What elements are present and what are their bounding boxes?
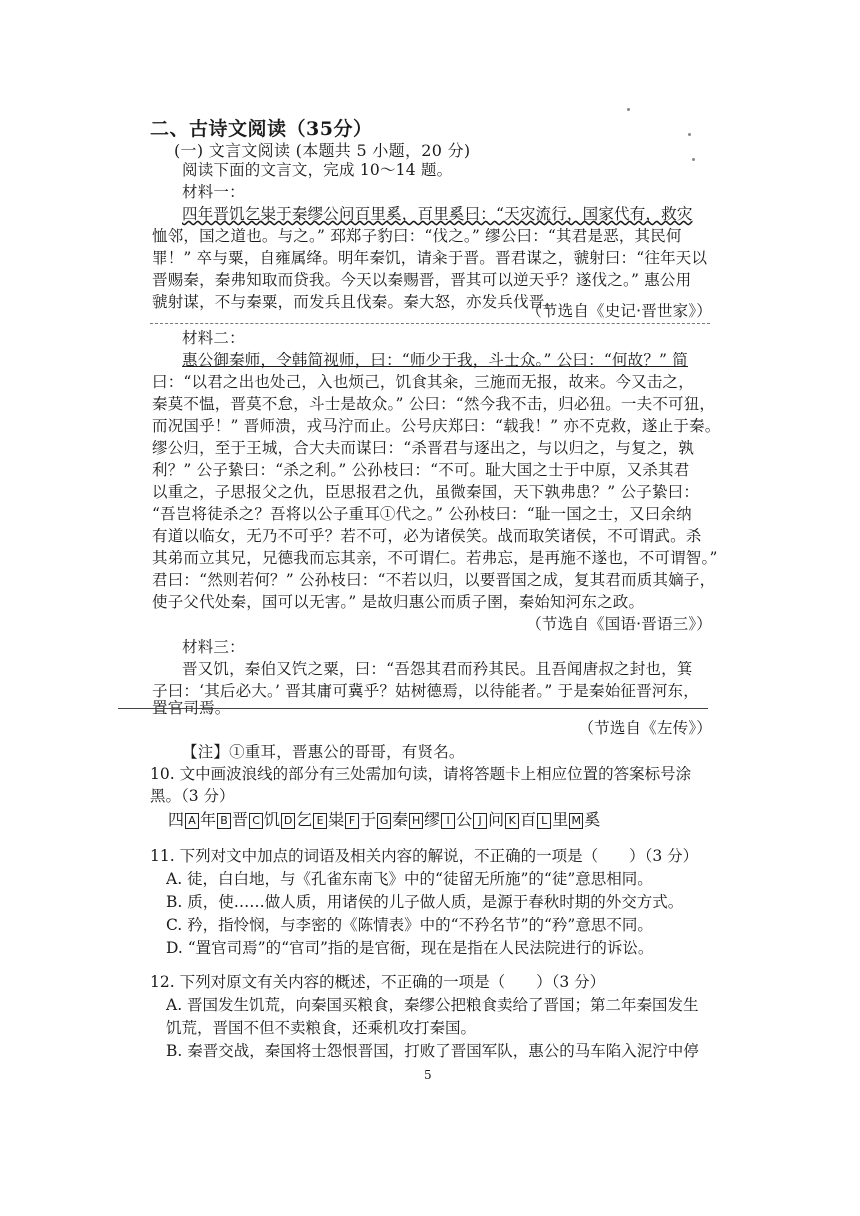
- sequence-char: 秦: [392, 810, 409, 829]
- material-2-line-10: 其弟而立其兄，兄德我而忘其亲，不可谓仁。若弗忘，是再施不遂也，不可谓智。”: [152, 549, 718, 567]
- material-2-line-3: 秦莫不愠，晋莫不怠，斗士是故众。” 公曰：“然今我不击，归必狃。一夫不可狃，: [152, 395, 716, 413]
- sequence-char: 缪: [424, 810, 441, 829]
- question-11-stem: 11. 下列对文中加点的词语及相关内容的解说，不正确的一项是（ ）（3 分）: [150, 847, 699, 865]
- material-2-line-4: 而况国乎！” 晋师溃，戎马泞而止。公号庆郑曰：“载我！” 亦不克救，遂止于秦。: [152, 417, 721, 435]
- page-number: 5: [424, 1068, 432, 1082]
- material-3-label: 材料三：: [182, 638, 245, 656]
- divider: [150, 323, 710, 324]
- scan-speck: [688, 133, 691, 136]
- material-2-line-7: 以重之，子思报父之仇，臣思报君之仇，虽微秦国，天下孰弗患？” 公子絷曰：: [152, 483, 700, 501]
- sequence-char: 奚: [584, 810, 601, 829]
- answer-box-i[interactable]: I: [441, 813, 455, 829]
- material-2-line-6: 利？” 公子絷曰：“杀之利。” 公孙枝曰：“不可。耻大国之士于中原，又杀其君: [152, 461, 690, 479]
- question-11-option-a[interactable]: A. 徒，白白地，与《孔雀东南飞》中的“徒留无所施”的“徒”意思相同。: [166, 870, 653, 888]
- answer-box-m[interactable]: M: [569, 813, 583, 829]
- material-3-line-2: 子曰：‘其后必大。’ 晋其庸可冀乎？姑树德焉，以待能者。” 于是秦始征晋河东，: [152, 682, 699, 700]
- scan-speck: [692, 158, 695, 161]
- material-2-line-8: “吾岂将徒杀之？吾将以公子重耳①代之。” 公孙枝曰：“耻一国之士，又曰余纳: [152, 505, 692, 523]
- sequence-char: 四: [168, 810, 185, 829]
- material-1-line-5: 虢射谋，不与秦粟，而发兵且伐秦。秦大怒，亦发兵伐晋。: [152, 293, 561, 311]
- question-11-option-b[interactable]: B. 质，使……做人质，用诸侯的儿子做人质，是源于春秋时期的外交方式。: [166, 893, 684, 911]
- sequence-char: 粜: [328, 810, 345, 829]
- material-1-line-3: 罪！” 卒与粟，自雍属绛。明年秦饥，请籴于晋。晋君谋之，虢射曰：“往年天以: [152, 249, 708, 267]
- question-11-option-d[interactable]: D. “置官司焉”的“官司”指的是官衙，现在是指在人民法院进行的诉讼。: [166, 939, 654, 957]
- material-2-line-12: 使子父代处秦，国可以无害。” 是故归惠公而质子圉，秦始知河东之政。: [152, 593, 645, 611]
- question-12-option-a[interactable]: A. 晋国发生饥荒，向秦国买粮食，秦缪公把粮食卖给了晋国；第二年秦国发生: [166, 996, 699, 1014]
- sequence-char: 百: [520, 810, 537, 829]
- sequence-char: 公: [456, 810, 473, 829]
- answer-box-l[interactable]: L: [537, 813, 551, 829]
- sequence-char: 问: [488, 810, 505, 829]
- answer-box-k[interactable]: K: [505, 813, 519, 829]
- answer-box-g[interactable]: G: [377, 813, 391, 829]
- answer-box-a[interactable]: A: [185, 813, 199, 829]
- annotation-note: 【注】①重耳，晋惠公的哥哥，有贤名。: [182, 743, 465, 761]
- answer-box-d[interactable]: D: [281, 813, 295, 829]
- sequence-char: 乞: [296, 810, 313, 829]
- question-12-option-b[interactable]: B. 秦晋交战，秦国将士怨恨晋国，打败了晋国军队，惠公的马车陷入泥泞中停: [166, 1042, 699, 1060]
- answer-box-j[interactable]: J: [473, 813, 487, 829]
- material-1-line-2: 恤邻，国之道也。与之。” 邳郑子豹曰：“伐之。” 缪公曰：“其君是恶，其民何: [152, 227, 682, 245]
- answer-box-f[interactable]: F: [345, 813, 359, 829]
- cut-line: [118, 708, 708, 709]
- section-title: 二、古诗文阅读（35分）: [150, 118, 373, 140]
- sequence-char: 里: [552, 810, 569, 829]
- answer-box-c[interactable]: C: [249, 813, 263, 829]
- material-3-line-3: 置官司焉。: [152, 699, 231, 717]
- scan-speck: [627, 108, 630, 111]
- material-1-line-1: 四年晋饥乞粜于秦缪公问百里奚，百里奚曰：“天灾流行，国家代有，救灾: [182, 205, 693, 223]
- sequence-char: 于: [360, 810, 377, 829]
- material-2-line-5: 缪公归，至于王城，合大夫而谋曰：“杀晋君与逐出之，与以归之，与复之，孰: [152, 439, 694, 457]
- answer-box-e[interactable]: E: [313, 813, 327, 829]
- sub-title: (一) 文言文阅读 (本题共 5 小题，20 分): [174, 141, 471, 160]
- material-1-line-4: 晋赐秦，秦弗知取而贷我。今天以秦赐晋，晋其可以逆天乎？遂伐之。” 惠公用: [152, 271, 692, 289]
- material-3-line-1: 晋又饥，秦伯又饩之粟，曰：“吾怨其君而矜其民。且吾闻唐叔之封也，箕: [182, 660, 693, 678]
- question-12-stem: 12. 下列对原文有关内容的概述，不正确的一项是（ ）（3 分）: [150, 973, 606, 991]
- material-1-label: 材料一：: [182, 183, 245, 201]
- material-2-line-1: 惠公御秦师，令韩简视师，曰：“师少于我，斗士众。” 公曰：“何故？” 简: [182, 351, 689, 369]
- question-11-option-c[interactable]: C. 矜，指怜悯，与李密的《陈情表》中的“不矜名节”的“矜”意思不同。: [166, 916, 653, 934]
- material-2-line-11: 君曰：“然则若何？” 公孙枝曰：“不若以归，以要晋国之成，复其君而质其嫡子，: [152, 571, 716, 589]
- sequence-char: 晋: [232, 810, 249, 829]
- material-1-source: （节选自《史记·晋世家》）: [526, 302, 712, 320]
- sequence-char: 年: [200, 810, 217, 829]
- question-10-line-2: 黑。（3 分）: [150, 787, 235, 805]
- question-12-option-a-cont: 饥荒，晋国不但不卖粮食，还乘机攻打秦国。: [166, 1019, 477, 1037]
- material-3-source: （节选自《左传》）: [578, 719, 712, 737]
- material-2-source: （节选自《国语·晋语三》）: [526, 615, 712, 633]
- question-10-answer-sequence: [168, 810, 600, 830]
- material-2-line-9: 有道以临女，无乃不可乎？若不可，必为诸侯笑。战而取笑诸侯，不可谓武。杀: [152, 527, 702, 545]
- sequence-char: 饥: [264, 810, 281, 829]
- material-2-label: 材料二：: [182, 329, 245, 347]
- question-10-line-1: 10. 文中画波浪线的部分有三处需加句读，请将答题卡上相应位置的答案标号涂: [150, 765, 692, 783]
- answer-box-b[interactable]: B: [217, 813, 231, 829]
- instruction: 阅读下面的文言文，完成 10～14 题。: [182, 161, 453, 179]
- material-2-line-2: 曰：“以君之出也处己，入也烦己，饥食其籴，三施而无报，故来。今又击之，: [152, 373, 694, 391]
- answer-box-h[interactable]: H: [409, 813, 423, 829]
